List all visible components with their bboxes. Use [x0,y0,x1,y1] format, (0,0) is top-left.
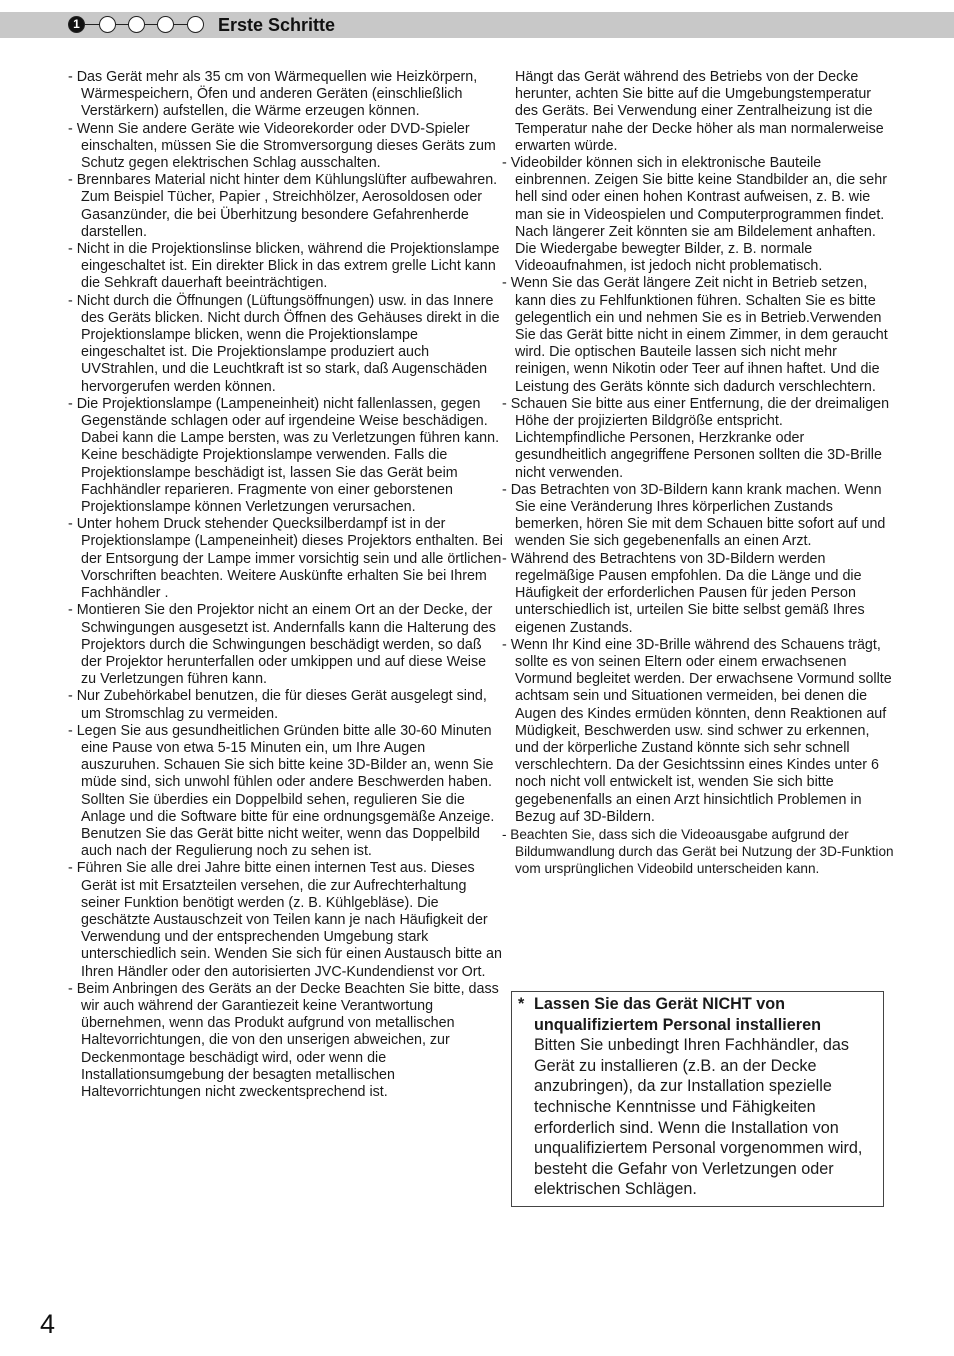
list-item: - Nicht durch die Öffnungen (Lüftungsöffnungen) usw. in das Innere des Geräts blicken. Nicht durch Öffnen des Gehäuses direkt in die Projektionslampe blicken, wenn die Projektionslampe eingeschaltet ist. Die Projektionslampe produziert auch UVStrahlen, und die Leuchtkraft ist so stark, daß Augenschäden hervorgerufen werden können. [68,292,500,395]
list-item: - Wenn Sie andere Geräte wie Videorekorder oder DVD-Spieler einschalten, müssen Sie die Stromversorgung dieses Geräts zum Schutz gegen elektrischen Schlag ausschalten. [68,120,496,172]
list-item: - Unter hohem Druck stehender Quecksilberdampf ist in der Projektionslampe (Lampeneinheit) dieses Projektors enthalten. Bei der Entsorgung der Lampe immer vorsichtig sein und alle örtlichen Vorschriften beachten. Weitere Auskünfte erhalten Sie bei Ihrem Fachhändler . [68,516,503,602]
section-header-band [0,12,954,38]
step-circle [187,16,204,33]
list-item: - Montieren Sie den Projektor nicht an einem Ort an der Decke, der Schwingungen ausgesetzt ist. Andernfalls kann die Halterung des Projektors durch die Schwingungen beschädigt werden, so daß der Projektor herunterfallen oder umkippen und auf diese Weise zu Verletzungen führen kann. [68,602,496,688]
step-connector [145,24,157,25]
list-item: - Brennbares Material nicht hinter dem Kühlungslüfter aufbewahren. Zum Beispiel Tücher, Papier , Streichhölzer, Aerosoldosen oder Gasanzünder, die bei Überhitzung besondere Gefahrenherde darstellen. [68,172,498,240]
step-circle [99,16,116,33]
list-item: - Das Betrachten von 3D-Bildern kann krank machen. Wenn Sie eine Veränderung Ihres körperlichen Zustands bemerken, hören Sie mit dem Schauen bitte sofort auf und wenden Sie sich gegebenenfalls an einen Arzt. [502,481,886,550]
installation-notice-box [511,991,884,1207]
list-item: - Die Projektionslampe (Lampeneinheit) nicht fallenlassen, gegen Gegenstände schlagen oder auf irgendeine Weise beschädigen. Dabei kann die Lampe bersten, was zu Verletzungen führen kann. Keine beschädigte Projektionslampe verwenden. Falls die Projektionslampe beschädigt ist, lassen Sie das Gerät beim Fachhändler reparieren. Fragmente von einer geborstenen Projektionslampe können Verletzungen verursachen. [68,395,500,516]
list-item: - Schauen Sie bitte aus einer Entfernung, die der dreimaligen Höhe der projizierten Bildgröße entspricht. Lichtempfindliche Personen, Herzkranke oder gesundheitlich angegriffene Personen sollten die 3D-Brille nicht verwenden. [502,395,890,481]
left-column [68,69,504,1101]
list-item: - Videobilder können sich in elektronische Bauteile einbrennen. Zeigen Sie bitte keine Standbilder an, die sehr hell sind oder einen hohen Kontrast aufweisen, z. B. wie man sie in Videospielen und Computerprogrammen findet. Nach längerer Zeit könnten sie am Bildelement anhaften. Die Wiedergabe bewegter Bilder, z. B. normale Videoaufnahmen, ist jedoch nicht problematisch. [502,155,887,275]
step-connector [85,24,99,25]
list-item: - Führen Sie alle drei Jahre bitte einen internen Test aus. Dieses Gerät ist mit Ersatzteilen versehen, die zur Aufrechterhaltung seiner Funktion benötigt werden (z. B. Kühlgebläse). Die geschätzte Austauschzeit von Teilen kann je nach Häufigkeit der Verwendung und der entsprechenden Umgebung stark unterschiedlich sein. Wenden Sie sich für einen Austausch bitte an Ihren Händler oder den autorisierten JVC-Kundendienst vor Ort. [68,860,502,980]
notice-asterisk: * [518,995,525,1013]
step-circle [128,16,145,33]
list-item: - Beachten Sie, dass sich die Videoausgabe aufgrund der Bildumwandlung durch das Gerät bei Nutzung der 3D-Funktion vom ursprünglichen Videobild unterscheiden kann. [502,826,894,877]
section-title: Erste Schritte [218,15,336,35]
step-connector [116,24,128,25]
list-item: - Legen Sie aus gesundheitlichen Gründen bitte alle 30-60 Minuten eine Pause von etwa 5-15 Minuten ein, um Ihre Augen auszuruhen. Schauen Sie sich bitte keine 3D-Bilder an, wenn Sie müde sind, sich unwohl fühlen oder andere Beschwerden haben. Sollten Sie überdies ein Doppelbild sehen, regulieren Sie die Anlage und die Software bitte für eine ordnungsgemäße Anzeige. Benutzen Sie das Gerät bitte nicht weiter, wenn das Doppelbild auch nach der Regulierung noch zu sehen ist. [68,722,495,860]
list-item: - Nicht in die Projektionslinse blicken, während die Projektionslampe eingeschaltet ist. Ein direkter Blick in das extrem grelle Licht kann die Sehkraft dauerhaft beeinträchtigen. [68,241,500,292]
right-column [502,69,894,878]
list-item: - Das Gerät mehr als 35 cm von Wärmequellen wie Heizkörpern, Wärmespeichern, Öfen und anderen Geräten (einschließlich Verstärkern) aufstellen, die Wärme erzeugen können. [68,69,478,120]
list-item: - Wenn Ihr Kind eine 3D-Brille während des Schauens trägt, sollte es von seinen Eltern oder einem erwachsenen Vormund begleitet werden. Der erwachsene Vormund sollte achtsam sein und Situationen vermeiden, bei denen die Augen des Kindes ermüden könnten, denn Reaktionen auf Müdigkeit, Beschwerden usw. sind schwer zu erkennen, und der körperliche Zustand könnte sich sehr schnell verschlechtern. Da der Gesichtssinn eines Kindes unter 6 noch nicht voll entwickelt ist, wenden Sie sich bitte gegebenenfalls an einen Arzt hinsichtlich Problemen in Bezug auf 3D-Bildern. [502,636,892,825]
list-item: - Beim Anbringen des Geräts an der Decke Beachten Sie bitte, dass wir auch während der Garantiezeit keine Verantwortung übernehmen, wenn das Produkt aufgrund von metallischen Haltevorrichtungen, die von den unserigen abweichen, zur Deckenmontage beschädigt wird, oder wenn die Installationsumgebung der besagten metallischen Haltevorrichtungen nicht zweckentsprechend ist. [68,980,499,1100]
page-number: 4 [40,1309,56,1339]
step-connector [174,24,187,25]
notice-body: Bitten Sie unbedingt Ihren Fachhändler, das Gerät zu installieren (z.B. an der Decke anzubringen), da zur Installation spezielle technische Kenntnisse und Fähigkeiten erforderlich sind. Wenn die Installation von unqualifiziertem Personal vorgenommen wird, besteht die Gefahr von Verletzungen oder elektrischen Schlägen. [534,1036,863,1199]
continuation-paragraph: Hängt das Gerät während des Betriebs von der Decke herunter, achten Sie bitte auf die Umgebungstemperatur des Geräts. Bei Verwendung einer Zentralheizung ist die Temperatur nahe der Decke höher als man normalerweise erwarten würde. [515,69,884,154]
list-item: - Wenn Sie das Gerät längere Zeit nicht in Betrieb setzen, kann dies zu Fehlfunktionen führen. Schalten Sie es bitte gelegentlich ein und nehmen Sie es in Betrieb.Verwenden Sie das Gerät bitte nicht in einem Zimmer, in dem geraucht wird. Die optischen Bauteile lassen sich nicht mehr reinigen, wenn Nikotin oder Teer auf ihnen haftet. Und die Leistung des Geräts könnte sich dadurch verschlechtern. [502,275,888,395]
list-item: - Während des Betrachtens von 3D-Bildern werden regelmäßige Pausen empfohlen. Da die Länge und die Häufigkeit der erforderlichen Pausen für jeden Person unterschiedlich ist, urteilen Sie bitte selbst gemäß Ihres eigenen Zustands. [502,550,865,636]
step-circle [157,16,174,33]
list-item: - Nur Zubehörkabel benutzen, die für dieses Gerät ausgelegt sind, um Stromschlag zu vermeiden. [68,688,487,722]
notice-heading: Lassen Sie das Gerät NICHT von unqualifiziertem Personal installieren [534,995,821,1034]
step-circle-current: 1 [68,16,85,33]
